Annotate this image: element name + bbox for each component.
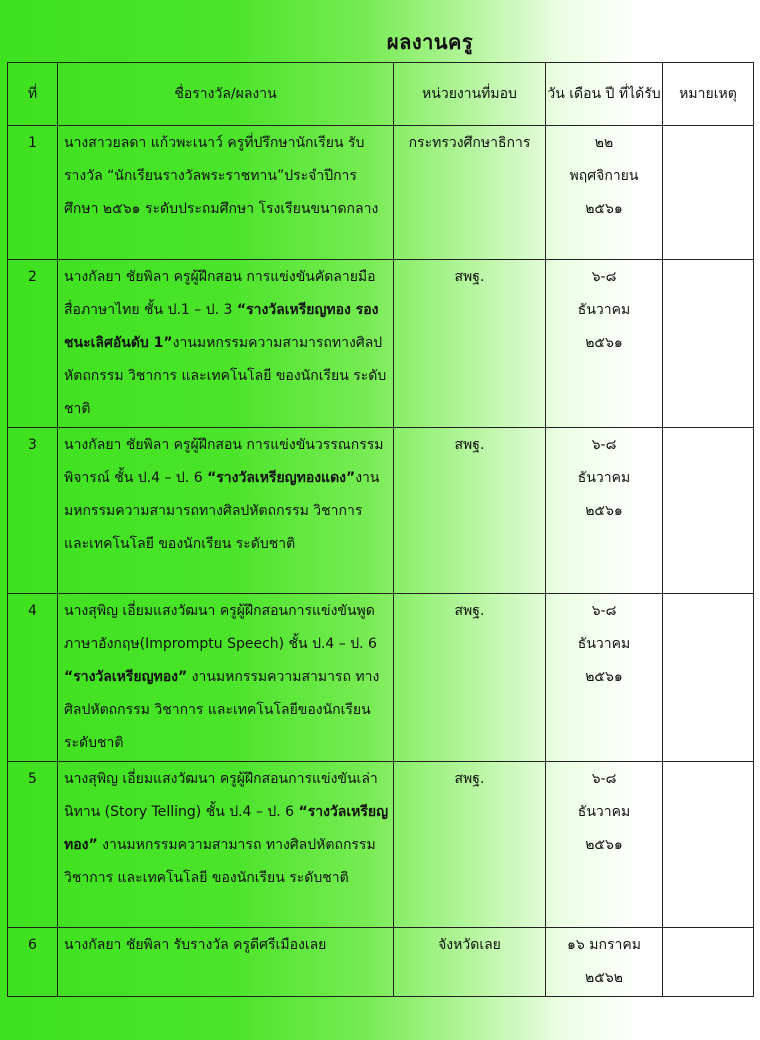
date-line: ๒๕๖๑: [585, 503, 623, 519]
award-text-part: งานมหกรรมความสามารถ ทางศิลปหัตถกรรม วิชาการ และเทคโนโลยีของนักเรียน ระดับชาติ: [64, 669, 380, 751]
date-cell: [546, 594, 663, 762]
date-line: ๖-๘: [591, 437, 617, 453]
agency-cell: สพฐ.: [394, 762, 546, 928]
award-text-part: งานมหกรรมความสามารถทางศิลปหัตถกรรม วิชาการ และเทคโนโลยี ของนักเรียน ระดับชาติ: [64, 335, 387, 417]
table-row: [8, 260, 754, 428]
awards-table: [7, 62, 754, 997]
header-date: วัน เดือน ปี ที่ได้รับ: [546, 63, 663, 126]
table-header-row: [8, 63, 754, 126]
award-text-part: งานมหกรรมความสามารถ ทางศิลปหัตถกรรม วิชาการ และเทคโนโลยี ของนักเรียน ระดับชาติ: [64, 837, 376, 886]
date-line: ๒๕๖๑: [585, 669, 623, 685]
date-cell: [546, 762, 663, 928]
award-prize-bold: “รางวัลเหรียญทอง”: [64, 804, 389, 853]
award-text-part: นางกัลยา ชัยพิลา ครูผู้ฝึกสอน การแข่งขันคัดลายมือสื่อภาษาไทย ชั้น ป.1 – ป. 3: [64, 269, 376, 318]
date-line: ๒๕๖๑: [585, 335, 623, 351]
award-text-part: นางสาวยลดา แก้วพะเนาว์ ครูที่ปรึกษานักเรียน รับรางวัล “นักเรียนรางวัลพระราชทาน”ประจำปีการศึกษา ๒๕๖๑ ระดับประถมศึกษา โรงเรียนขนาดกลาง: [64, 135, 379, 217]
date-line: ธันวาคม: [577, 302, 631, 318]
row-number: 1: [8, 126, 58, 260]
header-award: ชื่อรางวัล/ผลงาน: [58, 63, 394, 126]
date-line: ธันวาคม: [577, 804, 631, 820]
note-cell: [663, 762, 754, 928]
date-cell: [546, 260, 663, 428]
award-prize-bold: “รางวัลเหรียญทอง”: [64, 669, 188, 685]
date-line: ๒๕๖๒: [585, 970, 623, 986]
date-line: ๖-๘: [591, 603, 617, 619]
award-text-part: นางสุพิญ เอี่ยมแสงวัฒนา ครูผู้ฝึกสอนการแข่งขันเล่านิทาน (Story Telling) ชั้น ป.4 – ป. 6: [64, 771, 378, 820]
agency-cell: สพฐ.: [394, 260, 546, 428]
award-text: [58, 928, 394, 997]
page-title: ผลงานครู: [386, 30, 474, 54]
table-row: [8, 428, 754, 594]
note-cell: [663, 126, 754, 260]
note-cell: [663, 428, 754, 594]
note-cell: [663, 928, 754, 997]
award-text: [58, 762, 394, 928]
table-row: [8, 928, 754, 997]
agency-cell: จังหวัดเลย: [394, 928, 546, 997]
award-prize-bold: “รางวัลเหรียญทองแดง”: [207, 470, 356, 486]
date-line: ธันวาคม: [577, 636, 631, 652]
header-agency: หน่วยงานที่มอบ: [394, 63, 546, 126]
header-no: ที่: [8, 63, 58, 126]
date-line: ๒๕๖๑: [585, 201, 623, 217]
agency-cell: สพฐ.: [394, 594, 546, 762]
date-cell: [546, 928, 663, 997]
award-text: [58, 126, 394, 260]
date-cell: [546, 428, 663, 594]
table-row: [8, 762, 754, 928]
date-line: ๖-๘: [591, 771, 617, 787]
date-line: พฤศจิกายน: [569, 168, 639, 184]
date-cell: [546, 126, 663, 260]
award-text: [58, 260, 394, 428]
note-cell: [663, 260, 754, 428]
award-text-part: นางกัลยา ชัยพิลา ครูผู้ฝึกสอน การแข่งขันวรรณกรรมพิจารณ์ ชั้น ป.4 – ป. 6: [64, 437, 384, 486]
header-note: หมายเหตุ: [663, 63, 754, 126]
award-prize-bold: “รางวัลเหรียญทอง รองชนะเลิศอันดับ 1”: [64, 302, 379, 351]
date-line: ๑๖ มกราคม: [567, 937, 641, 953]
row-number: 4: [8, 594, 58, 762]
award-text: [58, 594, 394, 762]
agency-cell: กระทรวงศึกษาธิการ: [394, 126, 546, 260]
row-number: 3: [8, 428, 58, 594]
award-text-part: นางกัลยา ชัยพิลา รับรางวัล ครูดีศรีเมืองเลย: [64, 937, 327, 953]
row-number: 2: [8, 260, 58, 428]
table-row: [8, 126, 754, 260]
date-line: ๒๕๖๑: [585, 837, 623, 853]
agency-cell: สพฐ.: [394, 428, 546, 594]
row-number: 5: [8, 762, 58, 928]
note-cell: [663, 594, 754, 762]
row-number: 6: [8, 928, 58, 997]
table-row: [8, 594, 754, 762]
date-line: ธันวาคม: [577, 470, 631, 486]
date-line: ๒๒: [594, 135, 614, 151]
date-line: ๖-๘: [591, 269, 617, 285]
award-text: [58, 428, 394, 594]
award-text-part: นางสุพิญ เอี่ยมแสงวัฒนา ครูผู้ฝึกสอนการแข่งขันพูดภาษาอังกฤษ(Impromptu Speech) ชั้น ป.4 – ป. 6: [64, 603, 377, 652]
award-text-part: งานมหกรรมความสามารถทางศิลปหัตถกรรม วิชาการ และเทคโนโลยี ของนักเรียน ระดับชาติ: [64, 470, 380, 552]
